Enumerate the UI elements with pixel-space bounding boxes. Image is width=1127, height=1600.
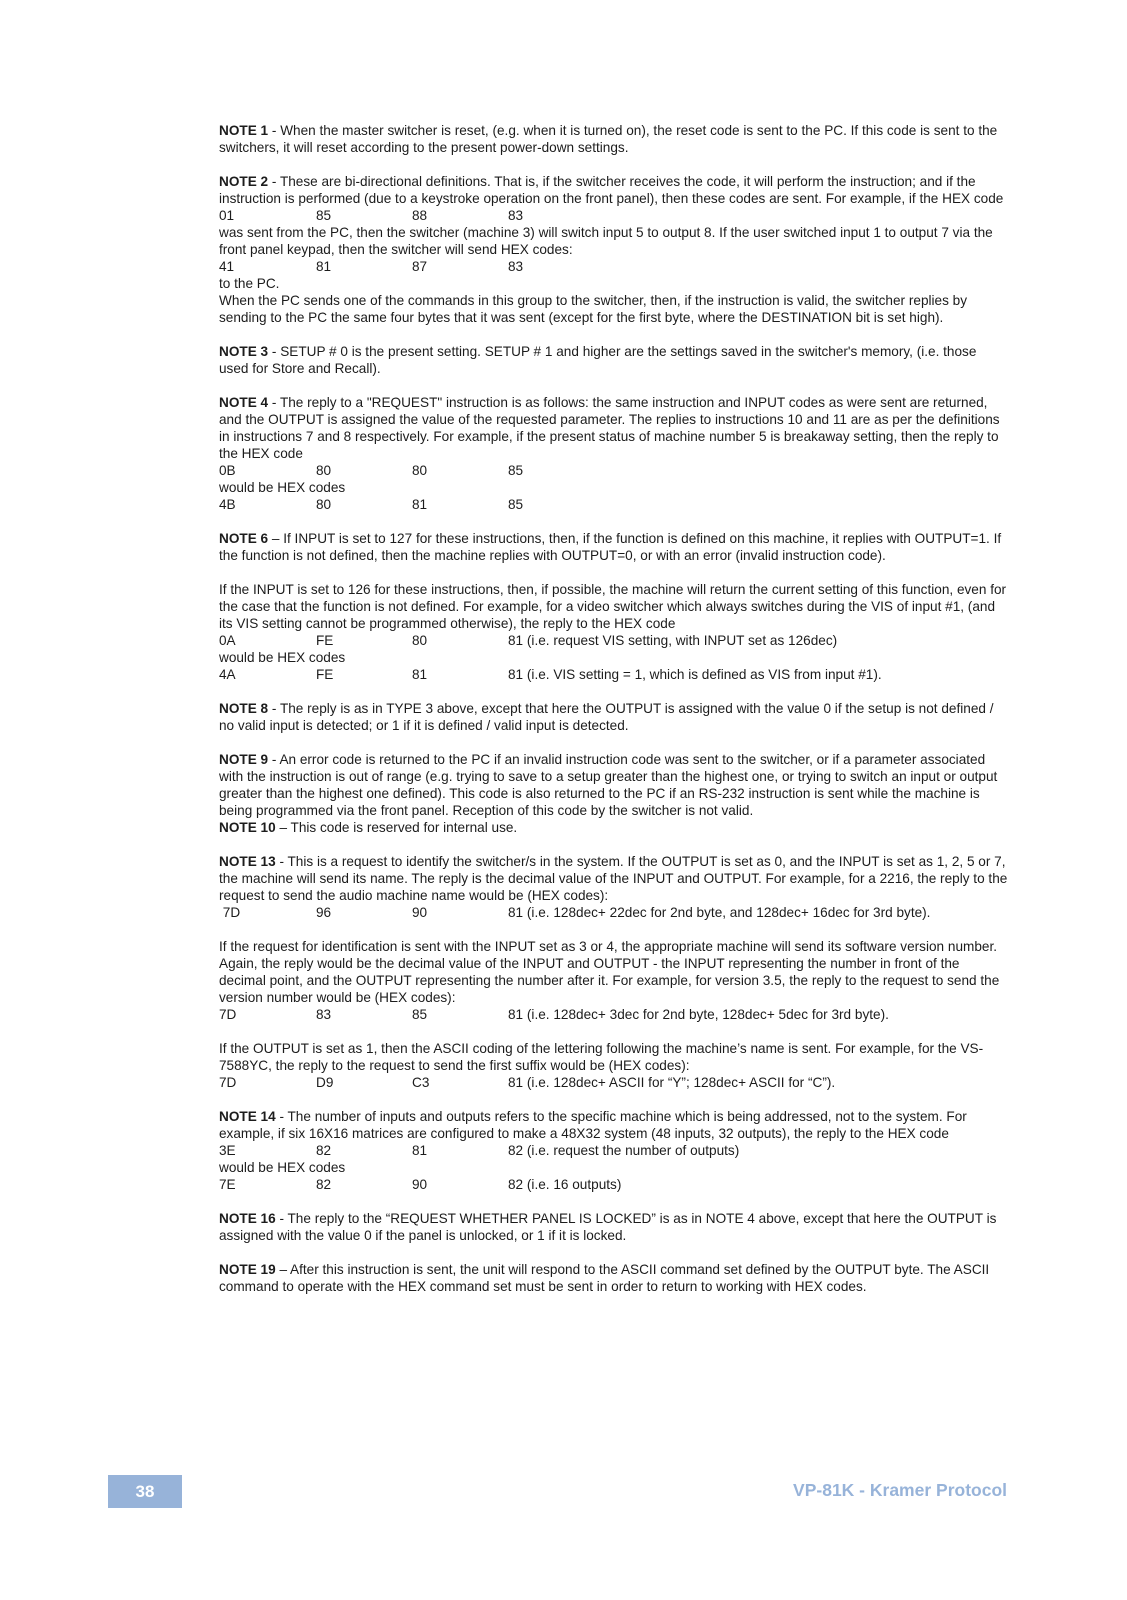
note-label: NOTE 3 (219, 344, 269, 359)
hex-byte: 81 (i.e. request VIS setting, with INPUT set as 126dec) (508, 633, 838, 648)
note-text: to the PC. (219, 276, 280, 291)
hex-byte: 80 (412, 633, 428, 648)
hex-byte: 88 (412, 208, 428, 223)
note-label: NOTE 8 (219, 701, 269, 716)
hex-code-row (219, 1142, 1009, 1159)
note-text: If the OUTPUT is set as 1, then the ASCII coding of the lettering following the machine’s name is sent. For example, for the VS-7588YC, the reply to the request to send the first suffix would be (HEX codes): (219, 1041, 984, 1073)
hex-byte: 81 (412, 497, 428, 512)
hex-code-row (219, 1176, 1009, 1193)
note-text: - SETUP # 0 is the present setting. SETUP # 1 and higher are the settings saved in the switcher's memory, (i.e. those used for Store and Recall). (219, 344, 977, 376)
hex-byte: 85 (508, 497, 524, 512)
hex-byte: FE (316, 667, 334, 682)
note-label: NOTE 6 (219, 531, 269, 546)
hex-byte: FE (316, 633, 334, 648)
hex-byte: 80 (412, 463, 428, 478)
hex-byte: 4A (219, 667, 236, 682)
hex-byte: 7E (219, 1177, 236, 1192)
note-label: NOTE 4 (219, 395, 269, 410)
note-text: - An error code is returned to the PC if an invalid instruction code was sent to the switcher, or if a parameter associated with the instruction is out of range (e.g. trying to save to a setup greater than the highest one, or trying to switch an input or output greater than the highest one defined). This code is also returned to the PC if an RS-232 instruction is sent while the machine is being programmed via the front panel. Reception of this code by the switcher is not valid. (219, 752, 998, 818)
hex-byte: 81 (i.e. 128dec+ 22dec for 2nd byte, and 128dec+ 16dec for 3rd byte). (508, 905, 931, 920)
hex-byte: 83 (508, 208, 524, 223)
hex-byte: 7D (219, 905, 241, 920)
hex-byte: 0B (219, 463, 236, 478)
note-label: NOTE 2 (219, 174, 269, 189)
note-text: - This is a request to identify the switcher/s in the system. If the OUTPUT is set as 0, and the INPUT is set as 1, 2, 5 or 7, the machine will send its name. The reply is the decimal value of the INPUT and OUTPUT. For example, for a 2216, the reply to the request to send the audio machine name would be (HEX codes): (219, 854, 1008, 903)
note-6 (219, 530, 1009, 564)
note-16 (219, 1210, 1009, 1244)
hex-byte: 96 (316, 905, 332, 920)
hex-byte: 81 (i.e. VIS setting = 1, which is defined as VIS from input #1). (508, 667, 882, 682)
note-1 (219, 122, 1009, 156)
hex-byte: 7D (219, 1075, 237, 1090)
hex-byte: 85 (508, 463, 524, 478)
note-text: - The number of inputs and outputs refers to the specific machine which is being addressed, not to the system. For example, if six 16X16 matrices are configured to make a 48X32 system (48 inputs, 32 outputs), the reply to the HEX code (219, 1109, 967, 1141)
hex-code-row (219, 1006, 1009, 1023)
note-text: - These are bi-directional definitions. That is, if the switcher receives the code, it will perform the instruction; and if the instruction is performed (due to a keystroke operation on the front panel), then these codes are sent. For example, if the HEX code (219, 174, 1004, 206)
hex-byte: 81 (316, 259, 332, 274)
hex-byte: 82 (i.e. request the number of outputs) (508, 1143, 740, 1158)
hex-code-row (219, 1074, 1009, 1091)
hex-code-row (219, 258, 1009, 275)
hex-byte: 4B (219, 497, 236, 512)
note-6-continued (219, 581, 1009, 683)
hex-byte: 90 (412, 1177, 428, 1192)
note-text: - The reply is as in TYPE 3 above, except that here the OUTPUT is assigned with the value 0 if the setup is not defined / no valid input is detected; or 1 if it is defined / valid input is detected. (219, 701, 994, 733)
note-label: NOTE 10 (219, 820, 276, 835)
hex-byte: 3E (219, 1143, 236, 1158)
note-text: would be HEX codes (219, 480, 346, 495)
note-8 (219, 700, 1009, 734)
hex-byte: 81 (412, 1143, 428, 1158)
hex-code-row (219, 632, 1009, 649)
note-13 (219, 853, 1009, 921)
note-4 (219, 394, 1009, 513)
note-10 (219, 819, 1009, 836)
note-text: would be HEX codes (219, 1160, 346, 1175)
page-number: 38 (108, 1475, 182, 1508)
note-label: NOTE 13 (219, 854, 276, 869)
hex-byte: 81 (412, 667, 428, 682)
note-text: When the PC sends one of the commands in this group to the switcher, then, if the instruction is valid, the switcher replies by sending to the PC the same four bytes that it was sent (except for the first byte, where the DESTINATION bit is set high). (219, 293, 968, 325)
hex-byte: 81 (i.e. 128dec+ ASCII for “Y”; 128dec+ ASCII for “C”). (508, 1075, 836, 1090)
note-13-suffix (219, 1040, 1009, 1091)
note-text: was sent from the PC, then the switcher (machine 3) will switch input 5 to output 8. If the user switched input 1 to output 7 via the front panel keypad, then the switcher will send HEX codes: (219, 225, 993, 257)
hex-byte: 80 (316, 497, 332, 512)
hex-byte: 82 (316, 1177, 332, 1192)
note-label: NOTE 16 (219, 1211, 276, 1226)
hex-code-row (219, 496, 1009, 513)
hex-byte: 7D (219, 1007, 237, 1022)
note-14 (219, 1108, 1009, 1193)
hex-byte: D9 (316, 1075, 334, 1090)
note-text: - The reply to a "REQUEST" instruction is as follows: the same instruction and INPUT codes as were sent are returned, and the OUTPUT is assigned the value of the requested parameter. The replies to instructions 10 and 11 are as per the definitions in instructions 7 and 8 respectively. For example, if the present status of machine number 5 is breakaway setting, then the reply to the HEX code (219, 395, 1000, 461)
note-2 (219, 173, 1009, 326)
hex-code-row (219, 904, 1009, 921)
note-label: NOTE 14 (219, 1109, 276, 1124)
note-text: – If INPUT is set to 127 for these instructions, then, if the function is defined on this machine, it replies with OUTPUT=1. If the function is not defined, then the machine replies with OUTPUT=0, or with an error (invalid instruction code). (219, 531, 1002, 563)
hex-byte: 01 (219, 208, 235, 223)
note-text: - When the master switcher is reset, (e.g. when it is turned on), the reset code is sent to the PC. If this code is sent to the switchers, it will reset according to the present power-down settings. (219, 123, 998, 155)
hex-byte: 0A (219, 633, 236, 648)
hex-byte: 82 (i.e. 16 outputs) (508, 1177, 622, 1192)
hex-byte: 85 (412, 1007, 428, 1022)
note-text: If the request for identification is sent with the INPUT set as 3 or 4, the appropriate machine will send its software version number. Again, the reply would be the decimal value of the INPUT and OUTPUT - the INPUT representing the number in front of the decimal point, and the OUTPUT representing the number after it. For example, for version 3.5, the reply to the request to send the version number would be (HEX codes): (219, 939, 1000, 1005)
note-9 (219, 751, 1009, 819)
hex-byte: 41 (219, 259, 235, 274)
note-text: If the INPUT is set to 126 for these instructions, then, if possible, the machine will return the current setting of this function, even for the case that the function is not defined. For example, for a video switcher which always switches during the VIS of input #1, (and its VIS setting cannot be programmed otherwise), the reply to the HEX code (219, 582, 1007, 631)
note-text: - The reply to the “REQUEST WHETHER PANEL IS LOCKED” is as in NOTE 4 above, except that here the OUTPUT is assigned with the value 0 if the panel is unlocked, or 1 if it is locked. (219, 1211, 997, 1243)
hex-code-row (219, 666, 1009, 683)
note-label: NOTE 9 (219, 752, 269, 767)
note-label: NOTE 1 (219, 123, 269, 138)
note-text: – After this instruction is sent, the unit will respond to the ASCII command set defined by the OUTPUT byte. The ASCII command to operate with the HEX command set must be sent in order to return to working with HEX codes. (219, 1262, 990, 1294)
hex-code-row (219, 207, 1009, 224)
hex-byte: 83 (316, 1007, 332, 1022)
hex-code-row (219, 462, 1009, 479)
note-19 (219, 1261, 1009, 1295)
note-label: NOTE 19 (219, 1262, 276, 1277)
footer-title: VP-81K - Kramer Protocol (793, 1480, 1007, 1500)
hex-byte: 82 (316, 1143, 332, 1158)
hex-byte: 80 (316, 463, 332, 478)
hex-byte: 85 (316, 208, 332, 223)
hex-byte: 81 (i.e. 128dec+ 3dec for 2nd byte, 128dec+ 5dec for 3rd byte). (508, 1007, 889, 1022)
note-text: would be HEX codes (219, 650, 346, 665)
hex-byte: 87 (412, 259, 428, 274)
note-text: – This code is reserved for internal use. (275, 820, 518, 835)
hex-byte: 90 (412, 905, 428, 920)
note-3 (219, 343, 1009, 377)
note-13-version (219, 938, 1009, 1023)
hex-byte: 83 (508, 259, 524, 274)
document-body (219, 122, 1009, 1312)
hex-byte: C3 (412, 1075, 430, 1090)
